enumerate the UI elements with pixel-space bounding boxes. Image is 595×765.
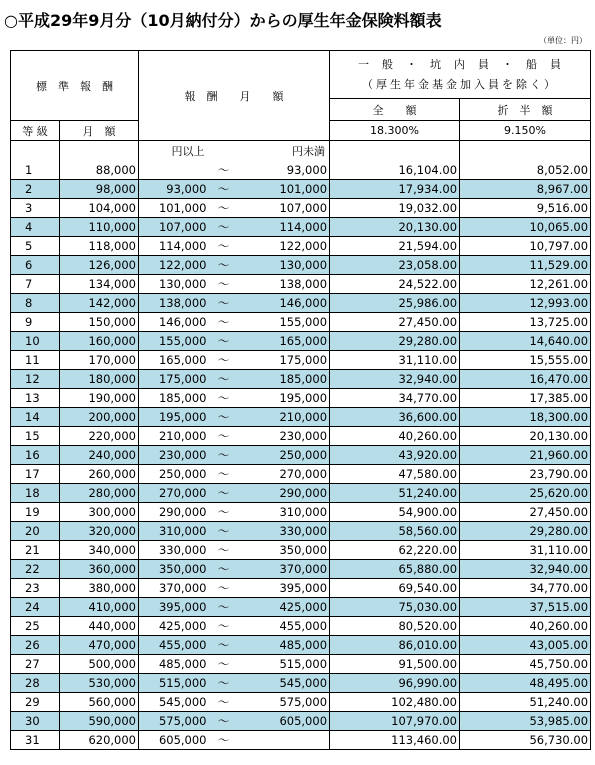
pay-from: 605,000 bbox=[139, 731, 209, 750]
half-premium: 15,555.00 bbox=[460, 351, 591, 370]
pay-to: 270,000 bbox=[239, 465, 330, 484]
range-tilde: ～ bbox=[209, 370, 239, 389]
monthly-amount: 150,000 bbox=[60, 313, 139, 332]
half-premium: 13,725.00 bbox=[460, 313, 591, 332]
pay-from: 114,000 bbox=[139, 237, 209, 256]
half-premium: 56,730.00 bbox=[460, 731, 591, 750]
monthly-cell bbox=[60, 141, 139, 162]
grade-number: 19 bbox=[11, 503, 60, 522]
table-row bbox=[11, 294, 591, 313]
table-row bbox=[11, 617, 591, 636]
page-title: ○平成29年9月分（10月納付分）からの厚生年金保険料額表 bbox=[4, 11, 442, 30]
monthly-amount: 110,000 bbox=[60, 218, 139, 237]
half-premium: 23,790.00 bbox=[460, 465, 591, 484]
range-tilde: ～ bbox=[209, 199, 239, 218]
half-premium: 27,450.00 bbox=[460, 503, 591, 522]
pay-to: 485,000 bbox=[239, 636, 330, 655]
pay-from: 195,000 bbox=[139, 408, 209, 427]
table-row bbox=[11, 731, 591, 750]
grade-number: 1 bbox=[11, 161, 60, 180]
pay-to: 130,000 bbox=[239, 256, 330, 275]
grade-number: 21 bbox=[11, 541, 60, 560]
pay-to: 425,000 bbox=[239, 598, 330, 617]
half-amount-header: 折 半 額 bbox=[460, 99, 591, 121]
pay-to: 310,000 bbox=[239, 503, 330, 522]
pay-to: 195,000 bbox=[239, 389, 330, 408]
pay-to: 93,000 bbox=[239, 161, 330, 180]
monthly-amount: 360,000 bbox=[60, 560, 139, 579]
monthly-amount: 280,000 bbox=[60, 484, 139, 503]
range-tilde: ～ bbox=[209, 560, 239, 579]
full-premium: 86,010.00 bbox=[330, 636, 460, 655]
table-body bbox=[11, 141, 591, 750]
monthly-header: 月 額 bbox=[60, 121, 139, 141]
monthly-amount: 88,000 bbox=[60, 161, 139, 180]
yen-range-row bbox=[11, 141, 591, 162]
half-premium: 48,495.00 bbox=[460, 674, 591, 693]
standard-pay-header: 標 準 報 酬 bbox=[11, 51, 139, 121]
half-premium: 43,005.00 bbox=[460, 636, 591, 655]
range-tilde: ～ bbox=[209, 389, 239, 408]
grade-header: 等 級 bbox=[11, 121, 60, 141]
full-premium: 47,580.00 bbox=[330, 465, 460, 484]
grade-number: 31 bbox=[11, 731, 60, 750]
table-row bbox=[11, 674, 591, 693]
monthly-amount: 320,000 bbox=[60, 522, 139, 541]
range-tilde: ～ bbox=[209, 294, 239, 313]
table-row bbox=[11, 655, 591, 674]
pay-to: 395,000 bbox=[239, 579, 330, 598]
full-premium: 113,460.00 bbox=[330, 731, 460, 750]
full-premium: 34,770.00 bbox=[330, 389, 460, 408]
full-premium: 32,940.00 bbox=[330, 370, 460, 389]
full-rate: 18.300% bbox=[330, 121, 460, 141]
half-premium: 10,797.00 bbox=[460, 237, 591, 256]
range-tilde: ～ bbox=[209, 446, 239, 465]
pay-from: 107,000 bbox=[139, 218, 209, 237]
half-premium: 31,110.00 bbox=[460, 541, 591, 560]
full-premium: 23,058.00 bbox=[330, 256, 460, 275]
full-amount-header: 全 額 bbox=[330, 99, 460, 121]
full-premium: 69,540.00 bbox=[330, 579, 460, 598]
full-premium: 62,220.00 bbox=[330, 541, 460, 560]
pay-from: 455,000 bbox=[139, 636, 209, 655]
pay-to: 575,000 bbox=[239, 693, 330, 712]
table-row bbox=[11, 560, 591, 579]
table-row bbox=[11, 256, 591, 275]
monthly-amount: 134,000 bbox=[60, 275, 139, 294]
half-premium: 9,516.00 bbox=[460, 199, 591, 218]
table-row bbox=[11, 427, 591, 446]
table-row bbox=[11, 522, 591, 541]
pay-to: 350,000 bbox=[239, 541, 330, 560]
pay-to: 107,000 bbox=[239, 199, 330, 218]
range-tilde: ～ bbox=[209, 256, 239, 275]
grade-number: 3 bbox=[11, 199, 60, 218]
range-tilde: ～ bbox=[209, 598, 239, 617]
range-tilde: ～ bbox=[209, 313, 239, 332]
grade-number: 14 bbox=[11, 408, 60, 427]
monthly-amount: 530,000 bbox=[60, 674, 139, 693]
table-row bbox=[11, 579, 591, 598]
grade-number: 28 bbox=[11, 674, 60, 693]
half-premium: 8,052.00 bbox=[460, 161, 591, 180]
pay-to: 138,000 bbox=[239, 275, 330, 294]
pay-from: 130,000 bbox=[139, 275, 209, 294]
monthly-amount: 200,000 bbox=[60, 408, 139, 427]
pay-from: 310,000 bbox=[139, 522, 209, 541]
grade-number: 18 bbox=[11, 484, 60, 503]
pay-to: 101,000 bbox=[239, 180, 330, 199]
full-premium: 65,880.00 bbox=[330, 560, 460, 579]
half-premium: 12,261.00 bbox=[460, 275, 591, 294]
group-header bbox=[330, 51, 591, 99]
pay-to: 605,000 bbox=[239, 712, 330, 731]
half-premium: 8,967.00 bbox=[460, 180, 591, 199]
monthly-amount: 142,000 bbox=[60, 294, 139, 313]
pay-to: 250,000 bbox=[239, 446, 330, 465]
range-tilde: ～ bbox=[209, 427, 239, 446]
half-premium: 18,300.00 bbox=[460, 408, 591, 427]
pay-monthly-header: 報 酬 月 額 bbox=[139, 51, 330, 141]
grade-number: 7 bbox=[11, 275, 60, 294]
grade-cell bbox=[11, 141, 60, 162]
full-premium: 21,594.00 bbox=[330, 237, 460, 256]
table-row bbox=[11, 598, 591, 617]
full-premium: 20,130.00 bbox=[330, 218, 460, 237]
monthly-amount: 220,000 bbox=[60, 427, 139, 446]
pay-to: 545,000 bbox=[239, 674, 330, 693]
full-premium: 54,900.00 bbox=[330, 503, 460, 522]
range-tilde: ～ bbox=[209, 218, 239, 237]
pay-to: 114,000 bbox=[239, 218, 330, 237]
grade-number: 11 bbox=[11, 351, 60, 370]
monthly-amount: 170,000 bbox=[60, 351, 139, 370]
monthly-amount: 470,000 bbox=[60, 636, 139, 655]
half-premium: 32,940.00 bbox=[460, 560, 591, 579]
monthly-amount: 410,000 bbox=[60, 598, 139, 617]
range-tilde: ～ bbox=[209, 465, 239, 484]
table-row bbox=[11, 636, 591, 655]
range-tilde: ～ bbox=[209, 617, 239, 636]
full-premium: 25,986.00 bbox=[330, 294, 460, 313]
pay-from: 350,000 bbox=[139, 560, 209, 579]
yen-min-label: 円以上 bbox=[171, 145, 205, 158]
full-premium: 17,934.00 bbox=[330, 180, 460, 199]
grade-number: 26 bbox=[11, 636, 60, 655]
pay-to: 290,000 bbox=[239, 484, 330, 503]
pay-to: 122,000 bbox=[239, 237, 330, 256]
full-premium: 107,970.00 bbox=[330, 712, 460, 731]
pay-from: 370,000 bbox=[139, 579, 209, 598]
table-row bbox=[11, 465, 591, 484]
pay-from: 485,000 bbox=[139, 655, 209, 674]
monthly-amount: 180,000 bbox=[60, 370, 139, 389]
half-premium: 20,130.00 bbox=[460, 427, 591, 446]
pay-to: 515,000 bbox=[239, 655, 330, 674]
half-premium: 11,529.00 bbox=[460, 256, 591, 275]
pay-from: 395,000 bbox=[139, 598, 209, 617]
pay-to: 330,000 bbox=[239, 522, 330, 541]
table-row bbox=[11, 712, 591, 731]
monthly-amount: 560,000 bbox=[60, 693, 139, 712]
table-row bbox=[11, 275, 591, 294]
half-premium: 12,993.00 bbox=[460, 294, 591, 313]
pay-from: 330,000 bbox=[139, 541, 209, 560]
full-premium: 36,600.00 bbox=[330, 408, 460, 427]
range-tilde: ～ bbox=[209, 522, 239, 541]
monthly-amount: 620,000 bbox=[60, 731, 139, 750]
full-premium: 91,500.00 bbox=[330, 655, 460, 674]
monthly-amount: 240,000 bbox=[60, 446, 139, 465]
monthly-amount: 590,000 bbox=[60, 712, 139, 731]
pay-from: 93,000 bbox=[139, 180, 209, 199]
grade-number: 2 bbox=[11, 180, 60, 199]
table-row bbox=[11, 446, 591, 465]
half-premium: 14,640.00 bbox=[460, 332, 591, 351]
monthly-amount: 440,000 bbox=[60, 617, 139, 636]
pay-from: 165,000 bbox=[139, 351, 209, 370]
table-row bbox=[11, 503, 591, 522]
grade-number: 4 bbox=[11, 218, 60, 237]
pay-to: 165,000 bbox=[239, 332, 330, 351]
table-row bbox=[11, 693, 591, 712]
full-premium: 51,240.00 bbox=[330, 484, 460, 503]
monthly-amount: 500,000 bbox=[60, 655, 139, 674]
full-premium: 102,480.00 bbox=[330, 693, 460, 712]
pay-to: 175,000 bbox=[239, 351, 330, 370]
range-tilde: ～ bbox=[209, 408, 239, 427]
grade-number: 29 bbox=[11, 693, 60, 712]
half-premium: 40,260.00 bbox=[460, 617, 591, 636]
half-premium: 17,385.00 bbox=[460, 389, 591, 408]
monthly-amount: 300,000 bbox=[60, 503, 139, 522]
range-tilde: ～ bbox=[209, 712, 239, 731]
premium-table bbox=[10, 50, 591, 750]
pay-to: 210,000 bbox=[239, 408, 330, 427]
unit-note: （単位：円） bbox=[539, 36, 587, 45]
pay-from: 515,000 bbox=[139, 674, 209, 693]
grade-number: 30 bbox=[11, 712, 60, 731]
half-premium: 45,750.00 bbox=[460, 655, 591, 674]
full-premium: 43,920.00 bbox=[330, 446, 460, 465]
full-premium: 80,520.00 bbox=[330, 617, 460, 636]
full-premium: 40,260.00 bbox=[330, 427, 460, 446]
monthly-amount: 118,000 bbox=[60, 237, 139, 256]
grade-number: 22 bbox=[11, 560, 60, 579]
monthly-amount: 126,000 bbox=[60, 256, 139, 275]
table-row bbox=[11, 389, 591, 408]
pay-from: 575,000 bbox=[139, 712, 209, 731]
range-tilde: ～ bbox=[209, 503, 239, 522]
full-premium: 31,110.00 bbox=[330, 351, 460, 370]
range-tilde: ～ bbox=[209, 636, 239, 655]
grade-number: 20 bbox=[11, 522, 60, 541]
table-row bbox=[11, 237, 591, 256]
table-row bbox=[11, 218, 591, 237]
grade-number: 24 bbox=[11, 598, 60, 617]
half-premium: 16,470.00 bbox=[460, 370, 591, 389]
range-tilde: ～ bbox=[209, 693, 239, 712]
grade-number: 9 bbox=[11, 313, 60, 332]
table-row bbox=[11, 332, 591, 351]
grade-number: 12 bbox=[11, 370, 60, 389]
grade-number: 23 bbox=[11, 579, 60, 598]
table-row bbox=[11, 180, 591, 199]
monthly-amount: 98,000 bbox=[60, 180, 139, 199]
table-row bbox=[11, 351, 591, 370]
monthly-amount: 104,000 bbox=[60, 199, 139, 218]
pay-to: 146,000 bbox=[239, 294, 330, 313]
grade-number: 5 bbox=[11, 237, 60, 256]
grade-number: 25 bbox=[11, 617, 60, 636]
pay-to: 370,000 bbox=[239, 560, 330, 579]
tilde-cell bbox=[209, 141, 239, 162]
grade-number: 10 bbox=[11, 332, 60, 351]
half-premium: 10,065.00 bbox=[460, 218, 591, 237]
half-cell bbox=[460, 141, 591, 162]
table-row bbox=[11, 541, 591, 560]
pay-from: 185,000 bbox=[139, 389, 209, 408]
range-tilde: ～ bbox=[209, 484, 239, 503]
grade-number: 17 bbox=[11, 465, 60, 484]
group-subtitle: （厚生年金基金加入員を除く） bbox=[362, 77, 559, 91]
monthly-amount: 380,000 bbox=[60, 579, 139, 598]
monthly-amount: 190,000 bbox=[60, 389, 139, 408]
pay-to: 155,000 bbox=[239, 313, 330, 332]
full-premium: 27,450.00 bbox=[330, 313, 460, 332]
half-premium: 34,770.00 bbox=[460, 579, 591, 598]
half-premium: 37,515.00 bbox=[460, 598, 591, 617]
pay-from: 122,000 bbox=[139, 256, 209, 275]
pay-from: 146,000 bbox=[139, 313, 209, 332]
table-row bbox=[11, 161, 591, 180]
range-tilde: ～ bbox=[209, 237, 239, 256]
half-premium: 21,960.00 bbox=[460, 446, 591, 465]
grade-number: 27 bbox=[11, 655, 60, 674]
full-premium: 58,560.00 bbox=[330, 522, 460, 541]
pay-from: 175,000 bbox=[139, 370, 209, 389]
pay-from: 230,000 bbox=[139, 446, 209, 465]
range-tilde: ～ bbox=[209, 731, 239, 750]
half-premium: 53,985.00 bbox=[460, 712, 591, 731]
table-row bbox=[11, 484, 591, 503]
pay-from: 101,000 bbox=[139, 199, 209, 218]
half-premium: 29,280.00 bbox=[460, 522, 591, 541]
pay-from: 425,000 bbox=[139, 617, 209, 636]
half-premium: 51,240.00 bbox=[460, 693, 591, 712]
pay-from: 155,000 bbox=[139, 332, 209, 351]
pay-from: 250,000 bbox=[139, 465, 209, 484]
pay-from: 545,000 bbox=[139, 693, 209, 712]
range-tilde: ～ bbox=[209, 351, 239, 370]
range-tilde: ～ bbox=[209, 161, 239, 180]
table-row bbox=[11, 370, 591, 389]
range-tilde: ～ bbox=[209, 579, 239, 598]
range-tilde: ～ bbox=[209, 541, 239, 560]
range-tilde: ～ bbox=[209, 275, 239, 294]
full-premium: 19,032.00 bbox=[330, 199, 460, 218]
pay-from: 138,000 bbox=[139, 294, 209, 313]
grade-number: 16 bbox=[11, 446, 60, 465]
full-premium: 16,104.00 bbox=[330, 161, 460, 180]
full-premium: 29,280.00 bbox=[330, 332, 460, 351]
group-title: 一 般 ・ 坑 内 員 ・ 船 員 bbox=[358, 57, 563, 71]
pay-to: 230,000 bbox=[239, 427, 330, 446]
grade-number: 8 bbox=[11, 294, 60, 313]
half-premium: 25,620.00 bbox=[460, 484, 591, 503]
full-premium: 75,030.00 bbox=[330, 598, 460, 617]
range-tilde: ～ bbox=[209, 180, 239, 199]
monthly-amount: 260,000 bbox=[60, 465, 139, 484]
table-row bbox=[11, 408, 591, 427]
pay-to: 185,000 bbox=[239, 370, 330, 389]
range-tilde: ～ bbox=[209, 655, 239, 674]
grade-number: 13 bbox=[11, 389, 60, 408]
full-cell bbox=[330, 141, 460, 162]
table-row bbox=[11, 313, 591, 332]
range-tilde: ～ bbox=[209, 332, 239, 351]
full-premium: 24,522.00 bbox=[330, 275, 460, 294]
table-row bbox=[11, 199, 591, 218]
grade-number: 6 bbox=[11, 256, 60, 275]
full-premium: 96,990.00 bbox=[330, 674, 460, 693]
half-rate: 9.150% bbox=[460, 121, 591, 141]
pay-from: 210,000 bbox=[139, 427, 209, 446]
grade-number: 15 bbox=[11, 427, 60, 446]
monthly-amount: 340,000 bbox=[60, 541, 139, 560]
pay-from bbox=[139, 161, 209, 180]
range-tilde: ～ bbox=[209, 674, 239, 693]
pay-from: 290,000 bbox=[139, 503, 209, 522]
monthly-amount: 160,000 bbox=[60, 332, 139, 351]
pay-to: 455,000 bbox=[239, 617, 330, 636]
pay-from: 270,000 bbox=[139, 484, 209, 503]
pay-to bbox=[239, 731, 330, 750]
yen-max-label: 円未満 bbox=[239, 141, 330, 162]
